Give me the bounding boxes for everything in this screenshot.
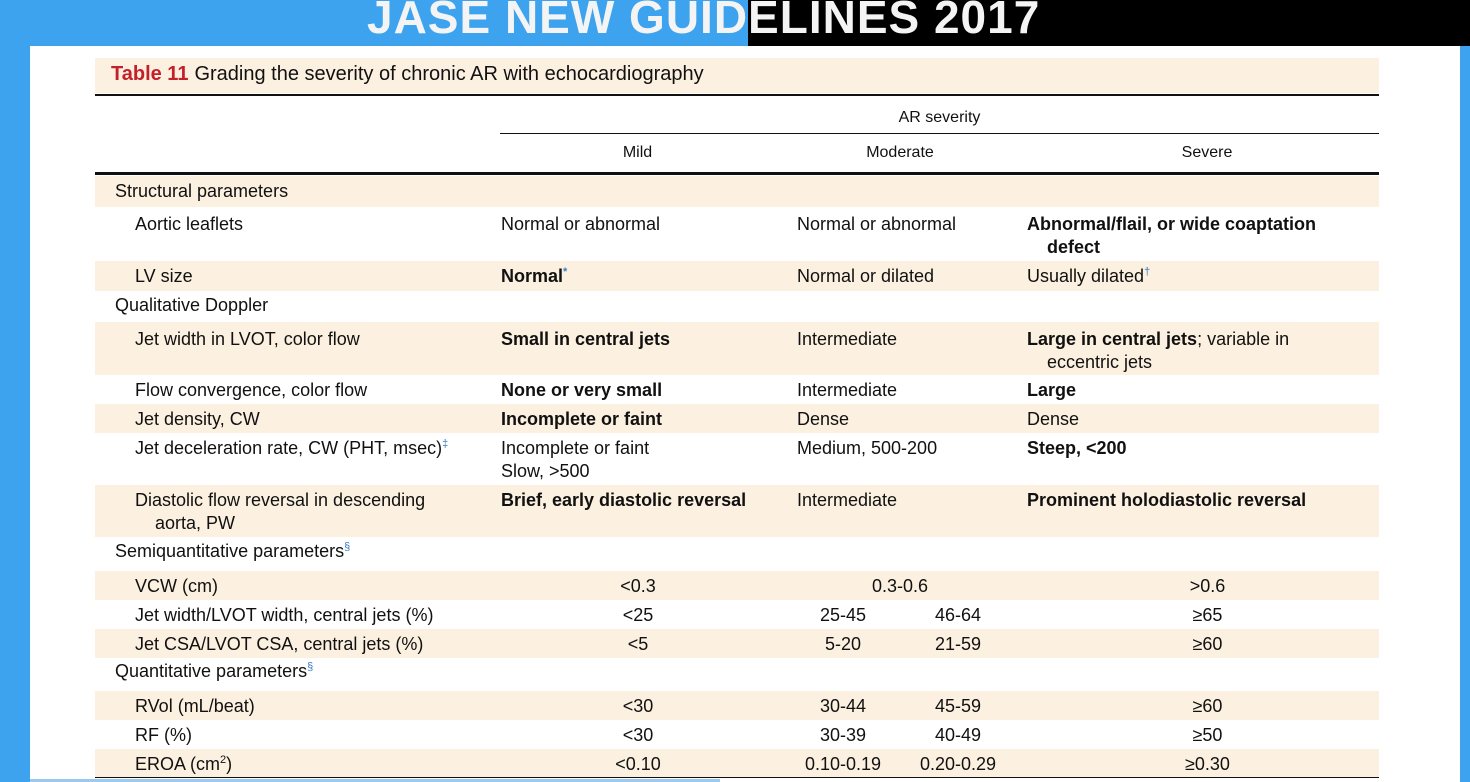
moderate-value-b: 46-64 bbox=[934, 605, 982, 625]
header-mild: Mild bbox=[622, 144, 653, 161]
mild-value: Brief, early diastolic reversal bbox=[501, 490, 747, 510]
moderate-value: Medium, 500-200 bbox=[797, 438, 938, 458]
mild-value: <5 bbox=[627, 634, 649, 654]
moderate-value-b: 40-49 bbox=[934, 725, 982, 745]
severe-value-line1: Large in central jets; variable in bbox=[1027, 329, 1290, 349]
mild-value: <0.10 bbox=[615, 754, 661, 774]
severe-value: >0.6 bbox=[1189, 576, 1226, 596]
table-row-lv-size bbox=[95, 261, 1379, 291]
superscript-two: 2 bbox=[220, 754, 227, 766]
section-label: Quantitative parameters§ bbox=[115, 661, 314, 681]
severe-value: ≥50 bbox=[1192, 725, 1223, 745]
mild-value: Small in central jets bbox=[501, 329, 671, 349]
row-label: Jet CSA/LVOT CSA, central jets (%) bbox=[135, 634, 424, 654]
slide-right-border bbox=[1460, 46, 1470, 782]
severe-value: ≥65 bbox=[1192, 605, 1223, 625]
table-row-jet-width-lvot bbox=[95, 322, 1379, 375]
header-moderate: Moderate bbox=[866, 144, 934, 161]
severe-value: Steep, <200 bbox=[1027, 438, 1127, 458]
slide-title: JASE NEW GUIDELINES 2017 bbox=[367, 0, 1041, 43]
table-row-eroa bbox=[95, 749, 1379, 778]
moderate-value: Intermediate bbox=[797, 490, 898, 510]
footnote-section: § bbox=[344, 541, 351, 553]
mild-value-line1: Incomplete or faint bbox=[501, 438, 650, 458]
table-row-vcw bbox=[95, 571, 1379, 600]
table-row-jet-deceleration bbox=[95, 433, 1379, 485]
table-row-rf bbox=[95, 720, 1379, 749]
row-label-line2: aorta, PW bbox=[155, 513, 236, 533]
header-severe: Severe bbox=[1181, 144, 1233, 161]
header-rule bbox=[95, 172, 1379, 175]
mild-value: <0.3 bbox=[620, 576, 656, 596]
table-row-aortic-leaflets bbox=[95, 207, 1379, 261]
table-title: Grading the severity of chronic AR with echocardiography bbox=[194, 63, 704, 85]
moderate-value: Intermediate bbox=[797, 329, 898, 349]
severe-value: ≥60 bbox=[1192, 634, 1223, 654]
table-row-jet-density bbox=[95, 404, 1379, 433]
moderate-value: Intermediate bbox=[797, 380, 898, 400]
row-label: Aortic leaflets bbox=[135, 214, 244, 234]
row-label: RF (%) bbox=[135, 725, 192, 745]
mild-value: Incomplete or faint bbox=[501, 409, 663, 429]
moderate-value-b: 0.20-0.29 bbox=[919, 754, 997, 774]
moderate-value-b: 21-59 bbox=[934, 634, 982, 654]
moderate-value-a: 30-44 bbox=[819, 696, 867, 716]
mild-value-line2: Slow, >500 bbox=[501, 461, 590, 481]
slide-left-border bbox=[0, 0, 30, 782]
group-header-rule bbox=[500, 133, 1379, 134]
severe-value-line1: Abnormal/flail, or wide coaptation bbox=[1027, 214, 1317, 234]
severe-value: Usually dilated† bbox=[1027, 266, 1151, 286]
moderate-value: Normal or abnormal bbox=[797, 214, 957, 234]
section-row-qualitative bbox=[95, 291, 1379, 322]
severe-value: ≥60 bbox=[1192, 696, 1223, 716]
severe-value: Large bbox=[1027, 380, 1077, 400]
severe-value: Dense bbox=[1027, 409, 1080, 429]
section-label: Structural parameters bbox=[115, 181, 289, 201]
moderate-value-a: 5-20 bbox=[824, 634, 862, 654]
moderate-value: Dense bbox=[797, 409, 850, 429]
row-label: VCW (cm) bbox=[135, 576, 218, 596]
footnote-star: * bbox=[563, 266, 568, 278]
row-label: Jet density, CW bbox=[135, 409, 260, 429]
table-row-flow-convergence bbox=[95, 375, 1379, 404]
severe-value: Prominent holodiastolic reversal bbox=[1027, 490, 1307, 510]
row-label: EROA $(cm^2)$ bbox=[135, 754, 233, 774]
top-rule bbox=[95, 94, 1379, 96]
section-label: Qualitative Doppler bbox=[115, 295, 269, 315]
section-label: Semiquantitative parameters§ bbox=[115, 541, 351, 561]
severe-value: ≥0.30 bbox=[1185, 754, 1230, 774]
row-label: Flow convergence, color flow bbox=[135, 380, 368, 400]
mild-value: <30 bbox=[622, 696, 654, 716]
table-row-jet-width-ratio bbox=[95, 600, 1379, 629]
severe-value-line2: defect bbox=[1047, 237, 1101, 257]
row-label: Jet deceleration rate, CW (PHT, msec)‡ bbox=[135, 438, 449, 458]
severe-value-line2: eccentric jets bbox=[1047, 352, 1153, 372]
row-label: Jet width/LVOT width, central jets (%) bbox=[135, 605, 434, 625]
footnote-section: § bbox=[307, 661, 314, 673]
moderate-value: 0.3-0.6 bbox=[871, 576, 929, 596]
mild-value: Normal or abnormal bbox=[501, 214, 661, 234]
mild-value: <25 bbox=[622, 605, 654, 625]
header-ar-severity: AR severity bbox=[898, 109, 981, 126]
moderate-value-a: 30-39 bbox=[819, 725, 867, 745]
moderate-value-b: 45-59 bbox=[934, 696, 982, 716]
bottom-rule bbox=[95, 777, 1379, 778]
footnote-double-dagger: ‡ bbox=[442, 438, 449, 450]
mild-value: Normal* bbox=[501, 266, 568, 286]
section-row-semiquantitative bbox=[95, 537, 1379, 571]
moderate-value-a: 25-45 bbox=[819, 605, 867, 625]
moderate-value-a: 0.10-0.19 bbox=[804, 754, 882, 774]
table-row-diastolic-reversal bbox=[95, 485, 1379, 537]
table-row-jet-csa-ratio bbox=[95, 629, 1379, 658]
table-row-rvol bbox=[95, 691, 1379, 720]
table-number: Table 11 bbox=[111, 63, 189, 85]
row-label: LV size bbox=[135, 266, 193, 286]
moderate-value: Normal or dilated bbox=[797, 266, 935, 286]
row-label-line1: Diastolic flow reversal in descending bbox=[135, 490, 426, 510]
row-label: RVol (mL/beat) bbox=[135, 696, 255, 716]
section-row-structural bbox=[95, 176, 1379, 207]
footnote-dagger: † bbox=[1144, 266, 1151, 278]
table-caption bbox=[111, 62, 704, 86]
mild-value: None or very small bbox=[501, 380, 663, 400]
mild-value: <30 bbox=[622, 725, 654, 745]
row-label: Jet width in LVOT, color flow bbox=[135, 329, 360, 349]
section-row-quantitative bbox=[95, 658, 1379, 691]
